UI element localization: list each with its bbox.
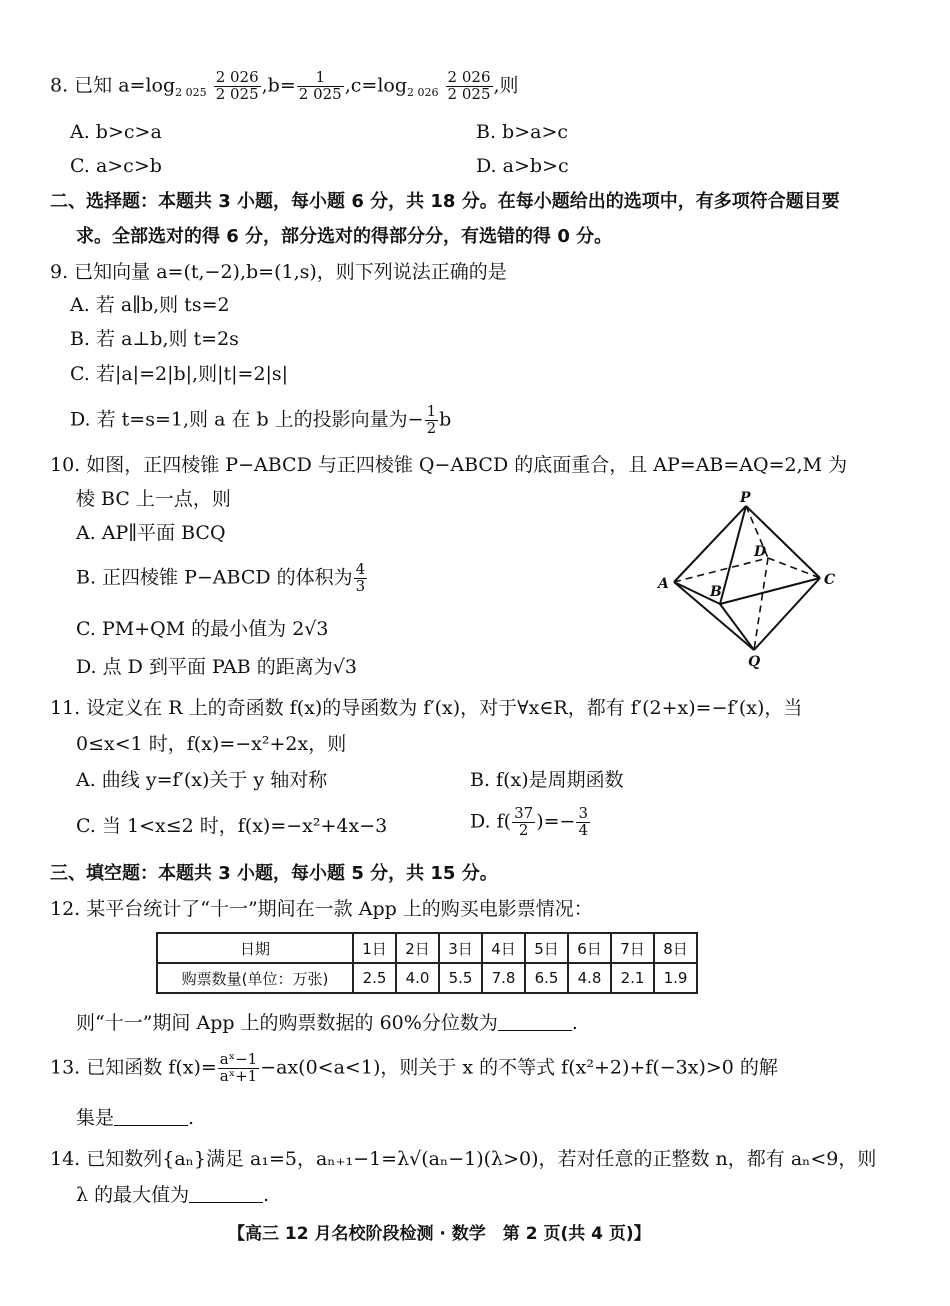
q10-b-fraction: $\frac{4}{3}$ bbox=[355, 560, 366, 595]
q12-ticket-table bbox=[156, 932, 698, 994]
section3-heading: 三、填空题：本题共 3 小题，每小题 5 分，共 15 分。 bbox=[50, 863, 498, 884]
q9-option-b: B. 若 a⊥b,则 t=2s bbox=[70, 328, 239, 350]
edge-dc-hidden bbox=[768, 558, 820, 578]
q11-d-fraction-1: $\frac{37}{2}$ bbox=[514, 804, 534, 839]
q14-stem: 14. 已知数列{aₙ}满足 a₁=5，aₙ₊₁−1=λ√(aₙ−1)(λ>0)，若对任意的正整数 n，都有 aₙ<9，则 bbox=[50, 1148, 877, 1170]
q14-question: λ 的最大值为 . bbox=[76, 1184, 270, 1206]
table-day-cell: 6日 bbox=[568, 933, 611, 963]
section2-heading: 二、选择题：本题共 3 小题，每小题 6 分，共 18 分。在每小题给出的选项中，有多项符合题目要 bbox=[50, 191, 840, 212]
label-c: C bbox=[824, 572, 836, 588]
q10-stem-cont: 棱 BC 上一点，则 bbox=[76, 488, 231, 510]
q11-d-fraction-2: $\frac{3}{4}$ bbox=[578, 804, 588, 839]
table-day-cell: 5日 bbox=[525, 933, 568, 963]
q14-answer-blank[interactable] bbox=[189, 1184, 263, 1203]
q9-option-d: D. 若 t=s=1,则 a 在 b 上的投影向量为− $\frac{1}{2}$ b bbox=[70, 402, 452, 437]
label-a: A bbox=[658, 576, 669, 592]
q10-option-b: B. 正四棱锥 P−ABCD 的体积为 $\frac{4}{3}$ bbox=[76, 560, 366, 595]
q11-stem-cont: 0≤x<1 时，f(x)=−x²+2x，则 bbox=[76, 733, 347, 755]
q8-log-base-1: 2 025 bbox=[175, 86, 207, 100]
q8-option-b: B. b>a>c bbox=[476, 121, 569, 143]
q9-option-c: C. 若|a|=2|b|,则|t|=2|s| bbox=[70, 363, 289, 385]
table-day-cell: 8日 bbox=[654, 933, 697, 963]
q9-stem: 9. 已知向量 a=(t,−2),b=(1,s)，则下列说法正确的是 bbox=[50, 261, 507, 283]
table-value-cell: 7.8 bbox=[482, 963, 525, 993]
q11-option-c: C. 当 1<x≤2 时，f(x)=−x²+4x−3 bbox=[76, 815, 388, 837]
label-d: D bbox=[754, 544, 767, 560]
section2-heading-cont: 求。全部选对的得 6 分，部分选对的得部分分，有选错的得 0 分。 bbox=[76, 226, 613, 247]
label-q: Q bbox=[748, 654, 761, 670]
q11-option-d: D. f( $\frac{37}{2}$ )=− $\frac{3}{4}$ bbox=[470, 804, 588, 839]
q9-d-fraction: $\frac{1}{2}$ bbox=[426, 402, 437, 437]
q10-option-a: A. AP∥平面 BCQ bbox=[76, 522, 226, 544]
q8-option-a: A. b>c>a bbox=[70, 121, 162, 143]
q11-option-a: A. 曲线 y=f′(x)关于 y 轴对称 bbox=[76, 769, 328, 791]
table-day-cell: 3日 bbox=[439, 933, 482, 963]
edge-bc bbox=[720, 578, 820, 604]
table-header-row bbox=[157, 933, 697, 963]
q8-fraction-3: $\frac{2 026}{2 025}$ bbox=[447, 68, 491, 103]
table-day-cell: 2日 bbox=[396, 933, 439, 963]
table-day-cell: 4日 bbox=[482, 933, 525, 963]
q13-question: 集是 . bbox=[76, 1107, 195, 1129]
q11-option-b: B. f(x)是周期函数 bbox=[470, 769, 624, 791]
label-b: B bbox=[710, 584, 722, 600]
edge-qb bbox=[720, 604, 754, 650]
q13-stem: 13. 已知函数 f(x)= $\frac{\text{aˣ−1}}{\text{aˣ+1}}$ −ax(0<a<1)，则关于 x 的不等式 f(x²+2)+f(−3x)>0 的解 bbox=[50, 1050, 778, 1085]
table-header-label: 日期 bbox=[157, 933, 353, 963]
q8-fraction-1: $\frac{2 026}{2 025}$ bbox=[215, 68, 259, 103]
table-value-cell: 2.1 bbox=[611, 963, 654, 993]
table-value-cell: 1.9 bbox=[654, 963, 697, 993]
table-value-cell: 2.5 bbox=[353, 963, 396, 993]
q8-stem-prefix: 8. 已知 a=log bbox=[50, 74, 176, 97]
table-value-cell: 5.5 bbox=[439, 963, 482, 993]
q10-option-d: D. 点 D 到平面 PAB 的距离为√3 bbox=[76, 656, 357, 678]
table-value-cell: 6.5 bbox=[525, 963, 568, 993]
q10-stem: 10. 如图，正四棱锥 P−ABCD 与正四棱锥 Q−ABCD 的底面重合，且 AP=AB=AQ=2,M 为 bbox=[50, 454, 848, 476]
table-value-cell: 4.0 bbox=[396, 963, 439, 993]
table-row-label: 购票数量(单位：万张) bbox=[157, 963, 353, 993]
q8-fraction-2: $\frac{1}{2 025}$ bbox=[298, 68, 342, 103]
label-p: P bbox=[740, 490, 751, 506]
q10-bipyramid-figure bbox=[650, 490, 850, 670]
q8-stem: 8. 已知 $a=\log_{2 025}$ $\frac{2 026}{2 025}$ ,b= $\frac{1}{2 025}$ $,c=\log_{2 026}$ $\frac{2 026}{2 025}$ ,则 bbox=[50, 68, 519, 103]
edge-qc bbox=[754, 578, 820, 650]
q13-answer-blank[interactable] bbox=[114, 1107, 188, 1126]
table-day-cell: 7日 bbox=[611, 933, 654, 963]
edge-ad-hidden bbox=[674, 558, 768, 582]
q12-stem: 12. 某平台统计了“十一”期间在一款 App 上的购买电影票情况： bbox=[50, 898, 593, 920]
table-day-cell: 1日 bbox=[353, 933, 396, 963]
q12-answer-blank[interactable] bbox=[498, 1012, 572, 1031]
q8-log-base-2: 2 026 bbox=[407, 86, 439, 100]
q8-option-c: C. a>c>b bbox=[70, 155, 162, 177]
q12-question: 则“十一”期间 App 上的购票数据的 60%分位数为 . bbox=[76, 1012, 578, 1034]
table-row bbox=[157, 963, 697, 993]
q10-option-c: C. PM+QM 的最小值为 2√3 bbox=[76, 618, 329, 640]
table-value-cell: 4.8 bbox=[568, 963, 611, 993]
q11-stem: 11. 设定义在 R 上的奇函数 f(x)的导函数为 f′(x)，对于∀x∈R，都有 f′(2+x)=−f′(x)，当 bbox=[50, 697, 803, 719]
q9-option-a: A. 若 a∥b,则 ts=2 bbox=[70, 294, 230, 316]
q13-fraction: $\frac{\text{aˣ−1}}{\text{aˣ+1}}$ bbox=[219, 1050, 258, 1085]
page-footer: 【高三 12 月名校阶段检测 · 数学 第 2 页(共 4 页)】 bbox=[228, 1224, 651, 1244]
edge-pc bbox=[746, 506, 820, 578]
q8-option-d: D. a>b>c bbox=[476, 155, 569, 177]
